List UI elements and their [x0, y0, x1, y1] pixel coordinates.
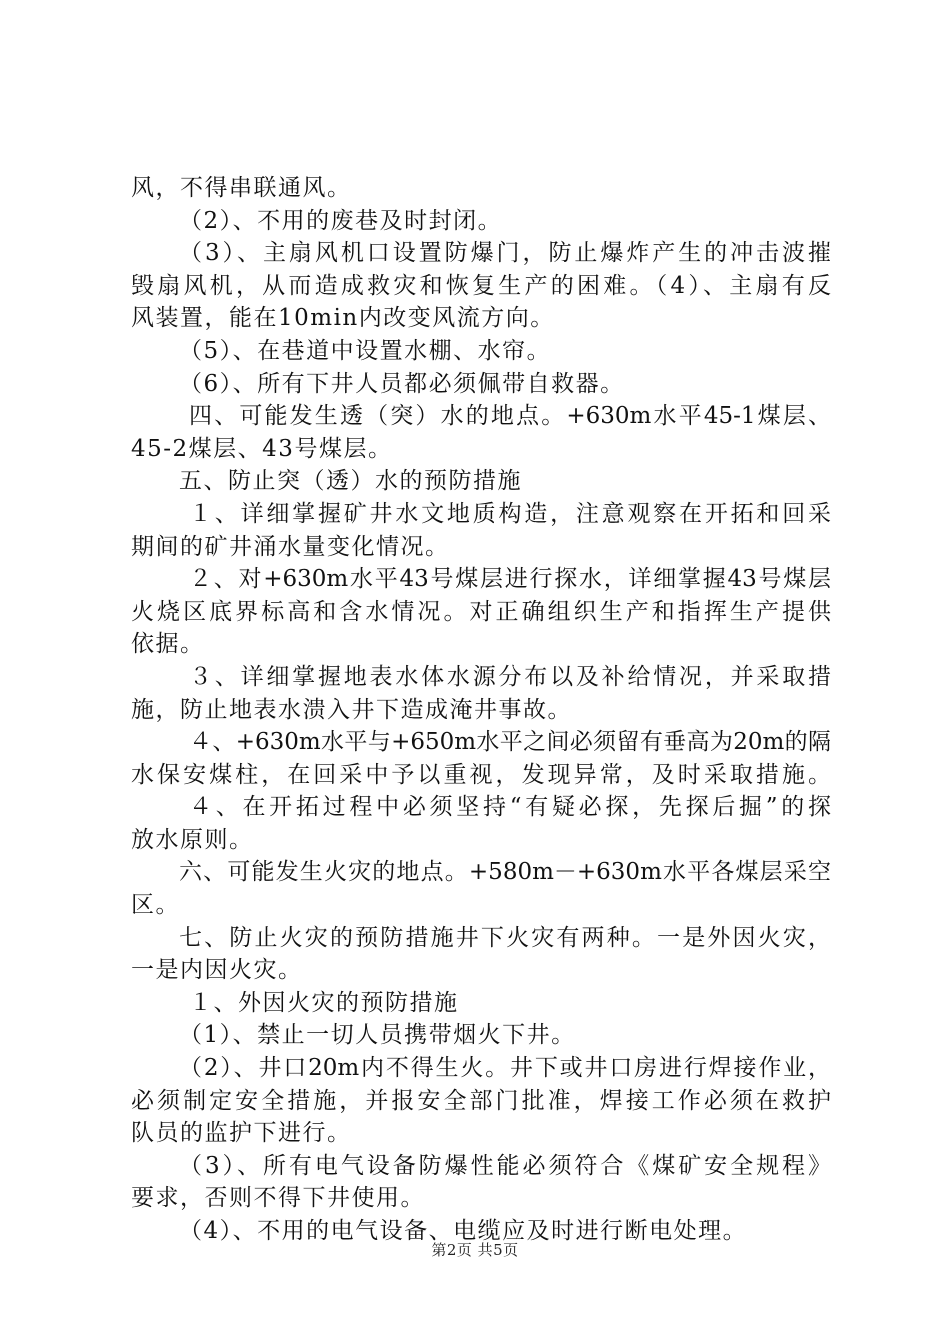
text-line: （4）、不用的电气设备、电缆应及时进行断电处理。 — [179, 1218, 748, 1244]
page-footer: 第2页 共5页 — [431, 1241, 519, 1259]
text-line: ２、对+630m水平43号煤层进行探水，详细掌握43号煤层 — [189, 566, 831, 593]
text-line: 风，不得串联通风。 — [131, 175, 352, 201]
text-line: （6）、所有下井人员都必须佩带自救器。 — [179, 370, 625, 397]
text-line: （2）、不用的废巷及时封闭。 — [179, 207, 503, 234]
text-line: 毁扇风机，从而造成救灾和恢复生产的困难。（4）、主扇有反 — [131, 272, 831, 299]
text-line: 必须制定安全措施，并报安全部门批准，焊接工作必须在救护 — [131, 1087, 831, 1114]
text-line: 五、防止突（透）水的预防措施 — [179, 468, 522, 495]
text-line: ４、在开拓过程中必须坚持“有疑必探，先探后掘”的探 — [189, 794, 831, 821]
text-line: （1）、禁止一切人员携带烟火下井。 — [179, 1022, 576, 1049]
text-line: （5）、在巷道中设置水棚、水帘。 — [179, 337, 552, 364]
text-line: （3）、主扇风机口设置防爆门，防止爆炸产生的冲击波摧 — [179, 240, 831, 267]
text-line: 放水原则。 — [131, 826, 254, 853]
text-line: １、详细掌握矿井水文地质构造，注意观察在开拓和回采 — [189, 500, 831, 527]
text-line: 施，防止地表水溃入井下造成淹井事故。 — [131, 696, 572, 723]
text-line: 风装置，能在10min内改变风流方向。 — [131, 305, 555, 332]
text-line: 期间的矿井涌水量变化情况。 — [131, 533, 450, 560]
text-line: 要求，否则不得下井使用。 — [131, 1185, 425, 1212]
text-line: 六、可能发生火灾的地点。+580m－+630m水平各煤层采空 — [179, 859, 831, 886]
text-line: 火烧区底界标高和含水情况。对正确组织生产和指挥生产提供 — [131, 598, 831, 625]
text-line: １、外因火灾的预防措施 — [189, 989, 459, 1016]
text-line: 队员的监护下进行。 — [131, 1120, 352, 1147]
document-body — [131, 172, 831, 1248]
text-line: ４、+630m水平与+650m水平之间必须留有垂高为20m的隔 — [189, 729, 831, 756]
text-line: ３、详细掌握地表水体水源分布以及补给情况，并采取措 — [189, 663, 831, 690]
text-line: 区。 — [131, 892, 180, 919]
text-line: 七、防止火灾的预防措施井下火灾有两种。一是外因火灾， — [179, 924, 831, 951]
text-line: 依据。 — [131, 631, 205, 658]
text-line: （3）、所有电气设备防爆性能必须符合《煤矿安全规程》 — [179, 1152, 831, 1179]
text-line: （2）、井口20m内不得生火。井下或井口房进行焊接作业， — [179, 1055, 831, 1082]
text-line: 水保安煤柱，在回采中予以重视，发现异常，及时采取措施。 — [131, 761, 831, 788]
text-line: 45-2煤层、43号煤层。 — [131, 435, 393, 462]
text-line: 四、可能发生透（突）水的地点。+630m水平45-1煤层、 — [189, 403, 831, 430]
text-line: 一是内因火灾。 — [131, 957, 303, 984]
